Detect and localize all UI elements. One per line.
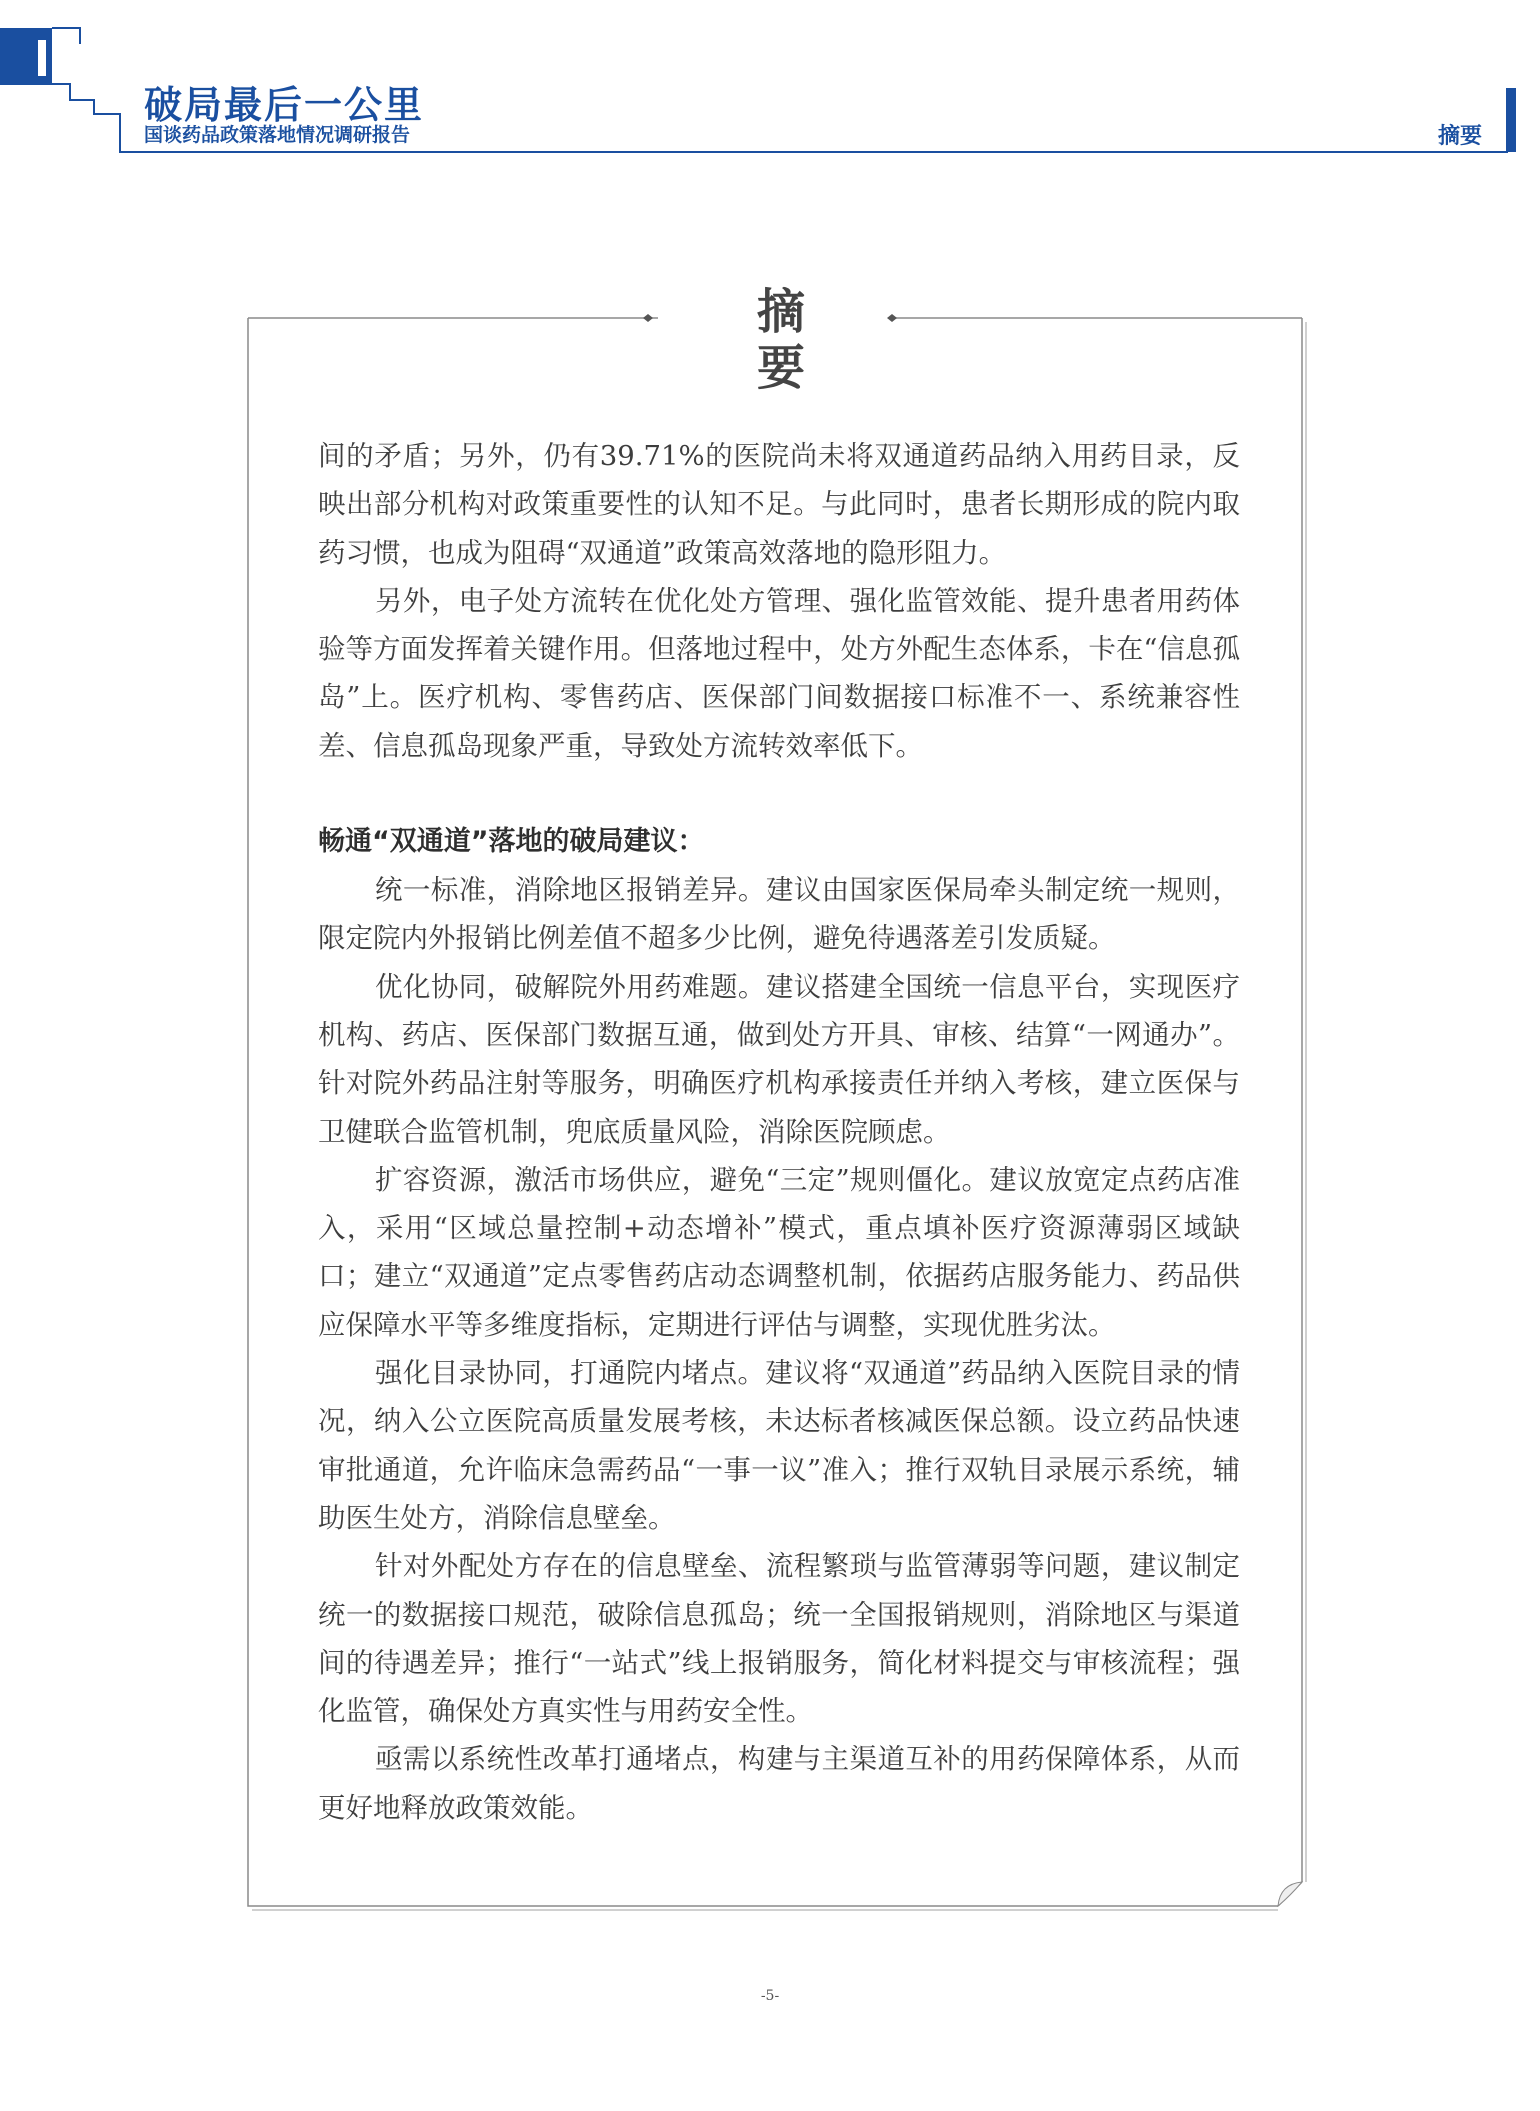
abstract-title: 摘 要 xyxy=(756,284,827,396)
paragraph: 亟需以系统性改革打通堵点，构建与主渠道互补的用药保障体系，从而更好地释放政策效能。 xyxy=(318,1743,1240,1824)
subheading: 畅通“双通道”落地的破局建议： xyxy=(318,826,705,858)
title-left-diamond xyxy=(643,314,653,322)
paragraph: 间的矛盾；另外，仍有39.71%的医院尚未将双通道药品纳入用药目录，反映出部分机构对政策重要性的认知不足。与此同时，患者长期形成的院内取药习惯，也成为阻碍“双通道”政策高效落地的隐形阻力。 xyxy=(318,440,1240,569)
paragraph: 优化协同，破解院外用药难题。建议搭建全国统一信息平台，实现医疗机构、药店、医保部门数据互通，做到处方开具、审核、结算“一网通办”。针对院外药品注射等服务，明确医疗机构承接责任并纳入考核，建立医保与卫健联合监管机制，兜底质量风险，消除医院顾虑。 xyxy=(318,970,1240,1148)
abstract-body xyxy=(318,432,1240,1832)
report-subtitle: 国谈药品政策落地情况调研报告 xyxy=(144,124,411,146)
section-label: 摘要 xyxy=(1437,124,1482,149)
title-right-diamond xyxy=(887,314,897,322)
paragraph: 强化目录协同，打通院内堵点。建议将“双通道”药品纳入医院目录的情况，纳入公立医院高质量发展考核，未达标者核减医保总额。设立药品快速审批通道，允许临床急需药品“一事一议”准入；推行双轨目录展示系统，辅助医生处方，消除信息壁垒。 xyxy=(318,1357,1240,1534)
paragraph: 针对外配处方存在的信息壁垒、流程繁琐与监管薄弱等问题，建议制定统一的数据接口规范，破除信息孤岛；统一全国报销规则，消除地区与渠道间的待遇差异；推行“一站式”线上报销服务，简化材料提交与审核流程；强化监管，确保处方真实性与用药安全性。 xyxy=(318,1550,1240,1728)
page-number: -5- xyxy=(760,1988,780,2004)
paragraph: 扩容资源，激活市场供应，避免“三定”规则僵化。建议放宽定点药店准入，采用“区域总量控制+动态增补”模式，重点填补医疗资源薄弱区域缺口；建立“双通道”定点零售药店动态调整机制，依据药店服务能力、药品供应保障水平等多维度指标，定期进行评估与调整，实现优胜劣汰。 xyxy=(318,1163,1240,1341)
paragraph: 另外，电子处方流转在优化处方管理、强化监管效能、提升患者用药体验等方面发挥着关键作用。但落地过程中，处方外配生态体系，卡在“信息孤岛”上。医疗机构、零售药店、医保部门间数据接口标准不一、系统兼容性差、信息孤岛现象严重，导致处方流转效率低下。 xyxy=(318,584,1240,762)
paragraph: 统一标准，消除地区报销差异。建议由国家医保局牵头制定统一规则，限定院内外报销比例差值不超多少比例，避免待遇落差引发质疑。 xyxy=(318,874,1240,955)
report-title: 破局最后一公里 xyxy=(144,83,425,127)
